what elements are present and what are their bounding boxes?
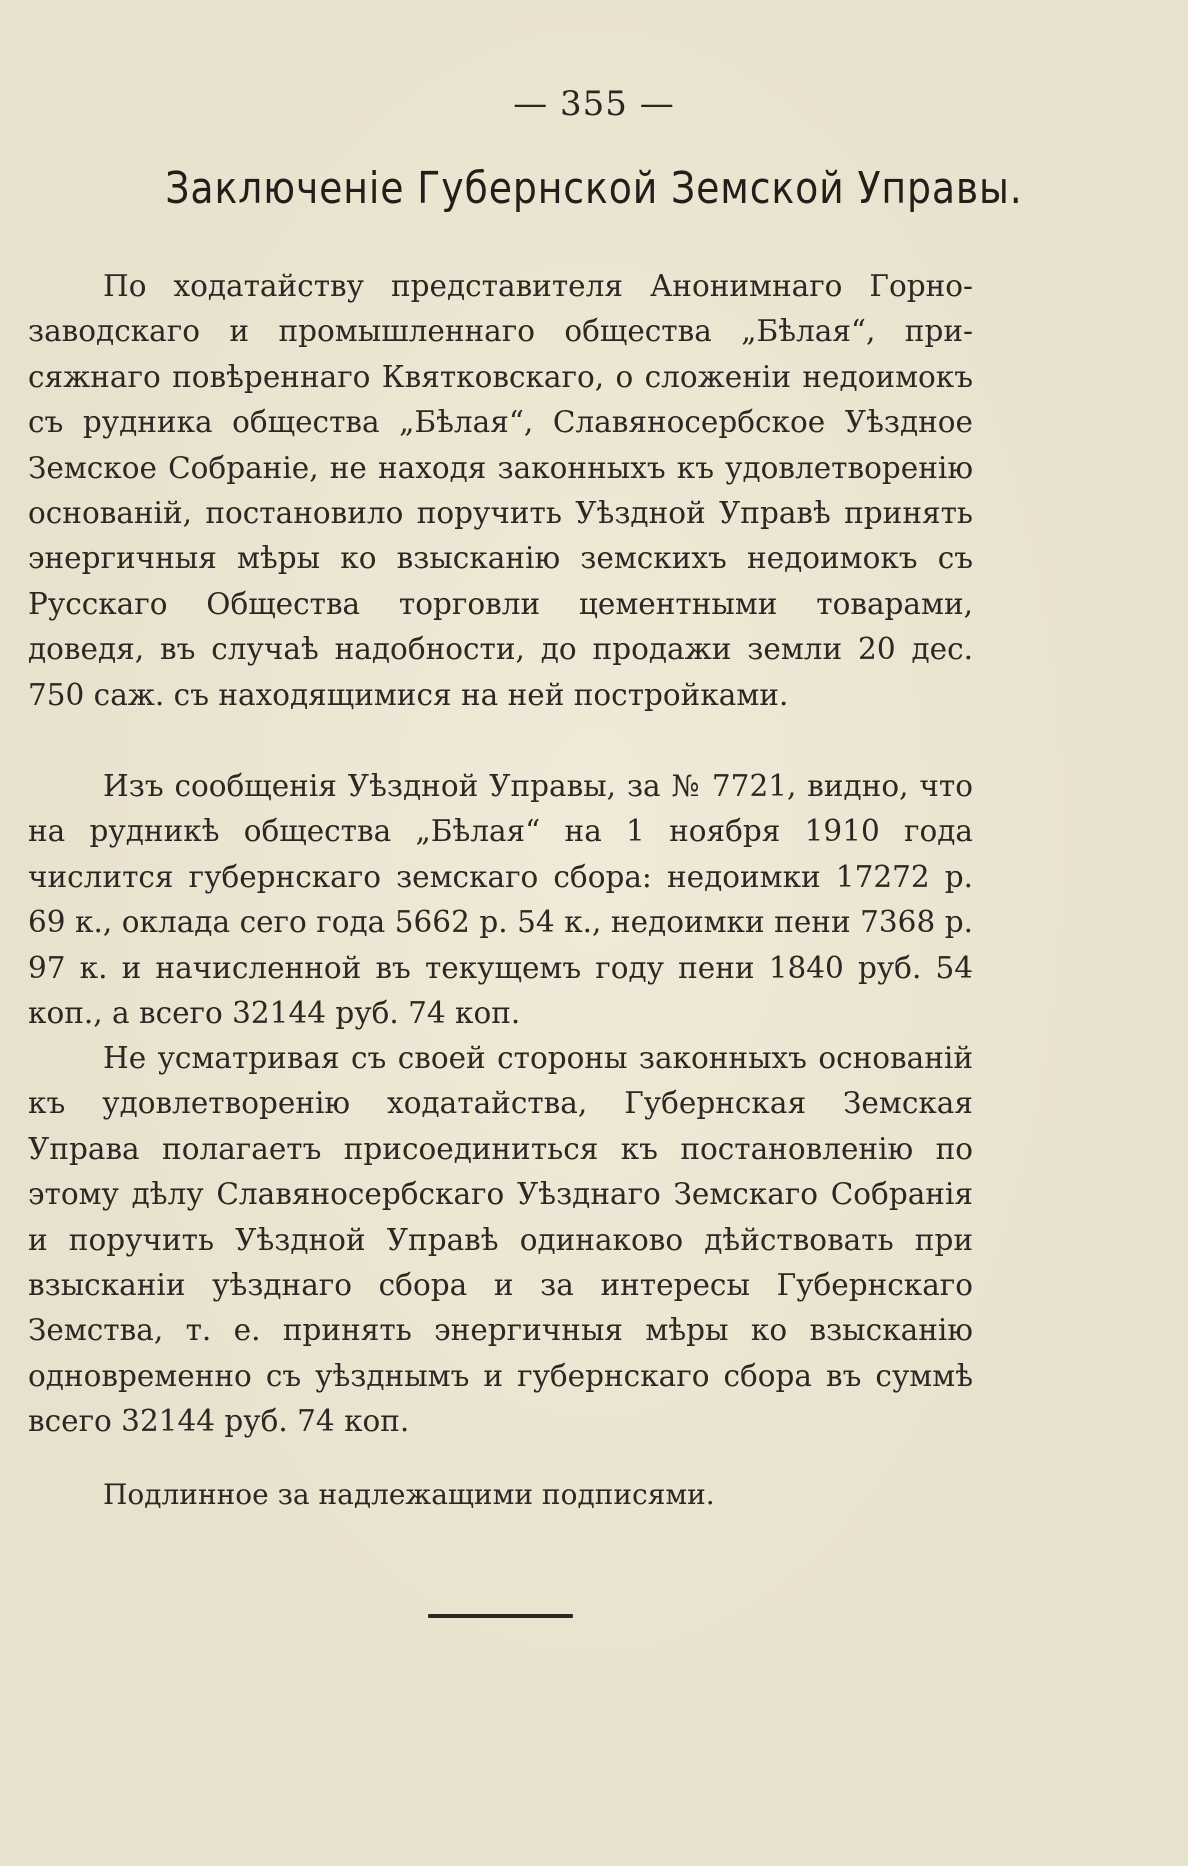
paragraph-text: Изъ сообщенія Уѣздной Управы, за № 7721, видно, что на рудникѣ общества „Бѣлая“ на 1 ноября 1910 года числится губернскаго земскаго сбора: недоимки 17272 р. 69 к., оклада сего года 5662 р. 54 к., недоимки пени 7368 р. 97 к. и начисленной въ текущемъ году пени 1840 руб. 54 коп., а всего 32144 руб. 74 коп. [28,769,973,1031]
paragraph-text: Не усматривая съ своей стороны законныхъ основаній къ удовлетворенію ходатайства, Губернская Земская Управа полагаетъ присоединиться къ постановленію по этому дѣлу Славяносербскаго Уѣзднаго Земскаго Собранія и поручить Уѣздной Управѣ одинаково дѣйствовать при взысканіи уѣзднаго сбора и за интересы Губернскаго Земства, т. е. принять энергичныя мѣры ко взысканію одновременно съ уѣзднымъ и губернскаго сбора въ суммѣ всего 32144 руб. 74 коп. [28,1041,973,1439]
paragraph-text: По ходатайству представителя Анонимнаго Горнозаводскаго и промышленнаго общества „Бѣлая“, присяжнаго повѣреннаго Квятковскаго, о сложеніи недоимокъ съ рудника общества „Бѣлая“, Славяносербское Уѣздное Земское Собраніе, не находя законныхъ къ удовлетворенію основаній, постановило поручить Уѣздной Управѣ принять энергичныя мѣры ко взысканію земскихъ недоимокъ съ Русскаго Общества торговли цементными товарами, доведя, въ случаѣ надобности, до продажи земли 20 дес. 750 саж. съ находящимися на ней постройками. [28,269,973,712]
page-title: Заключеніе Губернской Земской Управы. [165,163,1023,214]
signature-note: Подлинное за надлежащими подписями. [103,1478,715,1511]
closing-rule [428,1614,573,1618]
paragraph [28,1036,973,1445]
paragraph [28,764,973,1036]
paragraph [28,264,973,718]
page-number: — 355 — [513,84,675,124]
